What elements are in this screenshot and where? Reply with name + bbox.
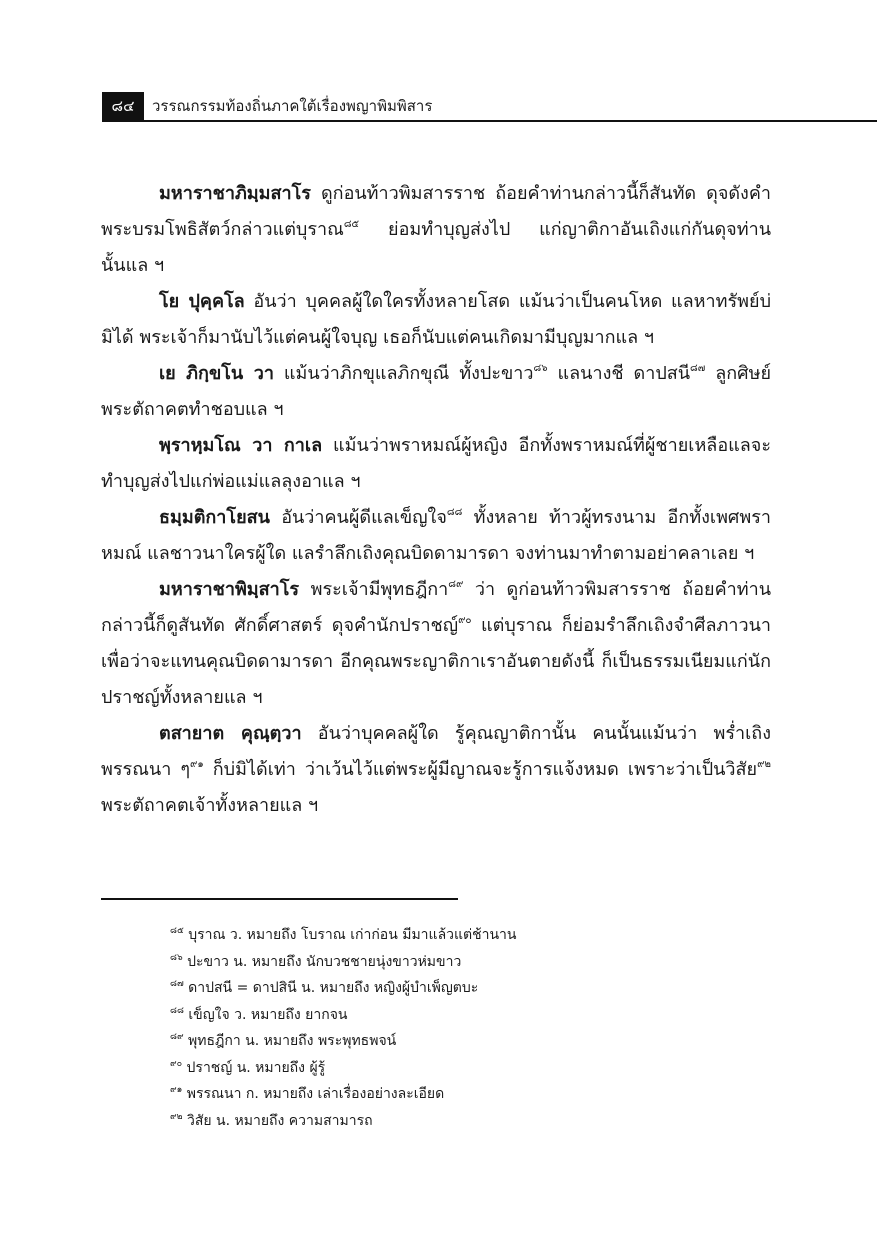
footnote-ref: ๙๒ (757, 759, 771, 770)
paragraph (101, 176, 771, 284)
paragraph-text: แม้นว่าภิกขุแลภิกขุณี ทั้งปะขาว (273, 363, 534, 384)
paragraph-text: ย่อมทำบุญส่งไป แก่ญาติกาอันเถิงแก่กันดุจท่านนั้นแล ฯ (101, 219, 771, 276)
footnote-number: ๙๐ (170, 1058, 183, 1069)
paragraph-text: อันว่า บุคคลผู้ใดใครทั้งหลายโสด แม้นว่าเป็นคนโหด แลหาทรัพย์บ่มิได้ พระเจ้าก็มานับไว้แต่คนผู้ใจบุญ เธอก็นับแต่คนเกิดมามีบุญมากแล ฯ (101, 291, 771, 348)
footnote-number: ๘๗ (170, 979, 184, 989)
footnote (170, 1002, 770, 1029)
running-header-title: วรรณกรรมท้องถิ่นภาคใต้เรื่องพญาพิมพิสาร (152, 97, 433, 115)
pali-term: ตสายาต คุณฺตฺวา (159, 723, 302, 744)
pali-term: มหาราชาภิมฺมสาโร (159, 183, 311, 204)
header-rule (102, 120, 877, 122)
pali-term: พฺราหฺมโณ วา กาเล (159, 435, 323, 456)
paragraph (101, 572, 771, 716)
footnote-number: ๙๒ (170, 1111, 183, 1122)
footnotes (170, 922, 770, 1134)
paragraph (101, 284, 771, 356)
footnote (170, 1055, 770, 1082)
paragraph-text: พระตัถาคตเจ้าทั้งหลายแล ฯ (101, 795, 319, 816)
footnote-text: ปราชญ์ น. หมายถึง ผู้รู้ (182, 1059, 326, 1076)
paragraph-text: ทั้งหลาย ท้าวผู้ทรงนาม อีกทั้งเพศพราหมณ์ แลชาวนาใครผู้ใด แลรำลึกเถิงคุณบิดดามารดา จงท่านมาทำตามอย่าคลาเลย ฯ (101, 507, 771, 564)
footnote-number: ๘๘ (170, 1005, 184, 1016)
paragraph-text: ดูก่อนท้าวพิมสารราช ถ้อยคำท่านกล่าวนี้ก็สันทัด ดุจดังคำพระบรมโพธิสัตว์กล่าวแต่บุราณ (101, 183, 771, 240)
pali-term: โย ปุคฺคโล (159, 291, 245, 312)
footnote-text: วิสัย น. หมายถึง ความสามารถ (182, 1112, 373, 1129)
pali-term: เย ภิกฺขโน วา (159, 363, 274, 384)
footnote (170, 1028, 770, 1055)
pali-term: ธมฺมติกาโยสน (159, 507, 270, 528)
footnote-ref: ๘๕ (343, 219, 360, 230)
footnote-rule (101, 898, 458, 900)
page-number: ๘๔ (102, 92, 144, 121)
footnote-ref: ๘๗ (690, 363, 706, 374)
paragraph-text: ว่า ดูก่อนท้าวพิมสารราช ถ้อยคำท่านกล่าวนี้ก็ดูสันทัด ศักดิ์ศาสตร์ ดุจคำนักปราชญ์ (101, 579, 771, 636)
paragraph-text: อันว่าบุคคลผู้ใด รู้คุณญาติกานั้น คนนั้นแม้นว่า พร่ำเถิงพรรณนา ๆ (101, 723, 771, 780)
footnote-number: ๘๙ (170, 1032, 184, 1042)
footnote-ref: ๙๐ (458, 615, 472, 626)
footnote-text: พุทธฎีกา น. หมายถึง พระพุทธพจน์ (183, 1033, 397, 1049)
footnote-text: ดาปสนี = ดาปสินี น. หมายถึง หญิงผู้บำเพ็ญตบะ (183, 980, 479, 996)
footnote (170, 922, 770, 949)
footnote (170, 975, 770, 1002)
footnote-number: ๘๕ (170, 926, 184, 936)
footnote (170, 1108, 770, 1135)
paragraph (101, 500, 771, 572)
paragraph-text: พระเจ้ามีพุทธฎีกา (299, 579, 449, 600)
footnote-ref: ๙๑ (190, 759, 204, 770)
pali-term: มหาราชาพิมฺสาโร (159, 579, 300, 600)
footnote (170, 1081, 770, 1108)
paragraph-text: แลนางชี ดาปสนี (547, 363, 691, 384)
paragraph-text: แม้นว่าพราหมณ์ผู้หญิง อีกทั้งพราหมณ์ที่ผู้ชายเหลือแลจะทำบุญส่งไปแก่พ่อแม่แลลุงอาแล ฯ (101, 435, 771, 492)
footnote-number: ๘๖ (170, 952, 183, 963)
footnote-text: เข็ญใจ ว. หมายถึง ยากจน (183, 1006, 348, 1023)
paragraph (101, 428, 771, 500)
paragraph (101, 716, 771, 824)
footnote-text: บุราณ ว. หมายถึง โบราณ เก่าก่อน มีมาแล้วแต่ช้านาน (183, 927, 517, 943)
footnote-ref: ๘๘ (446, 507, 463, 518)
footnote-text: พรรณนา ก. หมายถึง เล่าเรื่องอย่างละเอียด (182, 1086, 445, 1102)
footnote-number: ๙๑ (170, 1085, 183, 1095)
paragraph-text: แต่บุราณ ก็ย่อมรำลึกเถิงจำศีลภาวนาเพื่อว่าจะแทนคุณบิดดามารดา อีกคุณพระญาติกาเราอันตายดังนี้ ก็เป็นธรรมเนียมแก่นักปราชญ์ทั้งหลายแล ฯ (101, 615, 771, 708)
footnote-text: ปะขาว น. หมายถึง นักบวชชายนุ่งขาวห่มขาว (182, 953, 462, 970)
paragraph-text: ลูกศิษย์พระตัถาคตทำชอบแล ฯ (101, 363, 771, 420)
paragraph-text: ก็บ่มิได้เท่า ว่าเว้นไว้แต่พระผู้มีญาณจะรู้การแจ้งหมด เพราะว่าเป็นวิสัย (203, 759, 758, 780)
paragraph-text: อันว่าคนผู้ดีแลเข็ญใจ (269, 507, 447, 528)
footnote-ref: ๘๙ (448, 579, 464, 590)
footnote (170, 949, 770, 976)
main-text (101, 176, 771, 824)
footnote-ref: ๘๖ (533, 363, 548, 374)
paragraph (101, 356, 771, 428)
